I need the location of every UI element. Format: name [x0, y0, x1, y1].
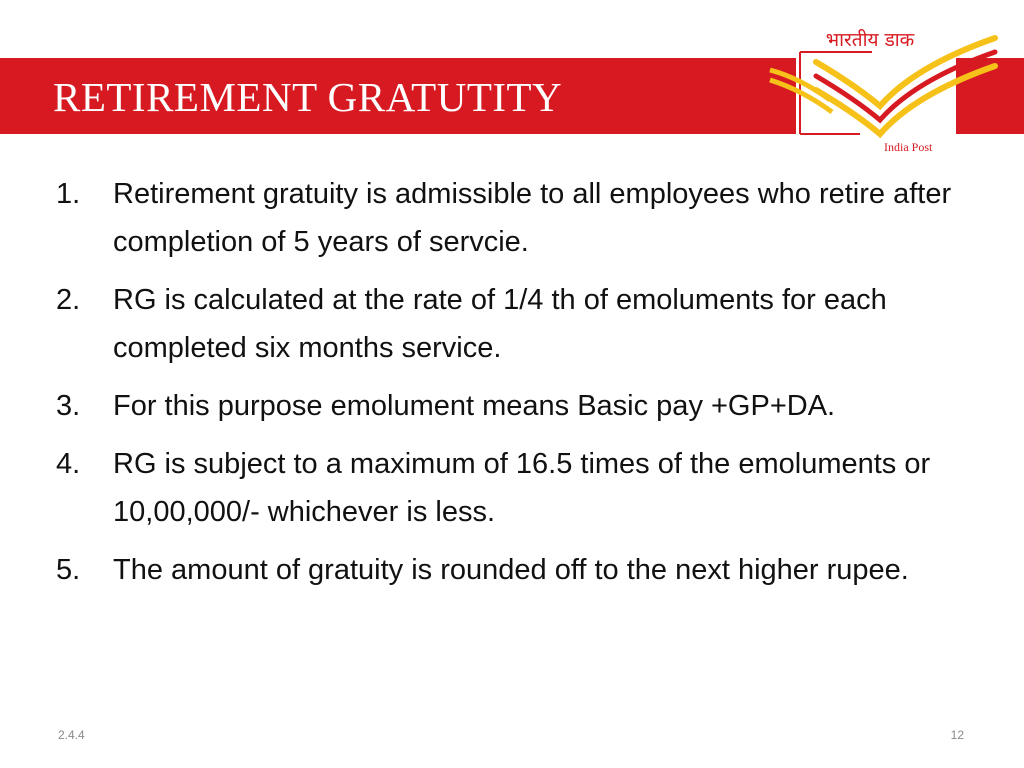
list-item-text: Retirement gratuity is admissible to all employees who retire after completion of 5 years of servcie.: [113, 178, 952, 258]
list-item-number: 1.: [56, 178, 81, 210]
list-item-number: 2.: [56, 284, 81, 316]
slide-title: RETIREMENT GRATUTITY: [53, 74, 563, 120]
logo-hindi-text: भारतीय डाक: [825, 29, 915, 51]
list-item: [56, 546, 976, 594]
india-post-logo-icon: [0, 0, 1024, 170]
list-item-text: The amount of gratuity is rounded off to the next higher rupee.: [113, 554, 909, 586]
list-item: [56, 170, 976, 266]
footer-section-number: 2.4.4: [58, 728, 85, 742]
list-item-text: RG is calculated at the rate of 1/4 th of emoluments for each completed six months service.: [113, 284, 887, 364]
logo-english-text: India Post: [884, 140, 933, 154]
gratuity-points-list: [56, 170, 976, 604]
list-item-number: 5.: [56, 554, 81, 586]
list-item-number: 3.: [56, 390, 81, 422]
list-item-text: For this purpose emolument means Basic pay +GP+DA.: [113, 390, 836, 422]
list-item: [56, 382, 976, 430]
list-item-text: RG is subject to a maximum of 16.5 times of the emoluments or 10,00,000/- whichever is less.: [113, 448, 931, 528]
footer-page-number: 12: [950, 728, 964, 742]
list-item: [56, 276, 976, 372]
list-item: [56, 440, 976, 536]
list-item-number: 4.: [56, 448, 81, 480]
